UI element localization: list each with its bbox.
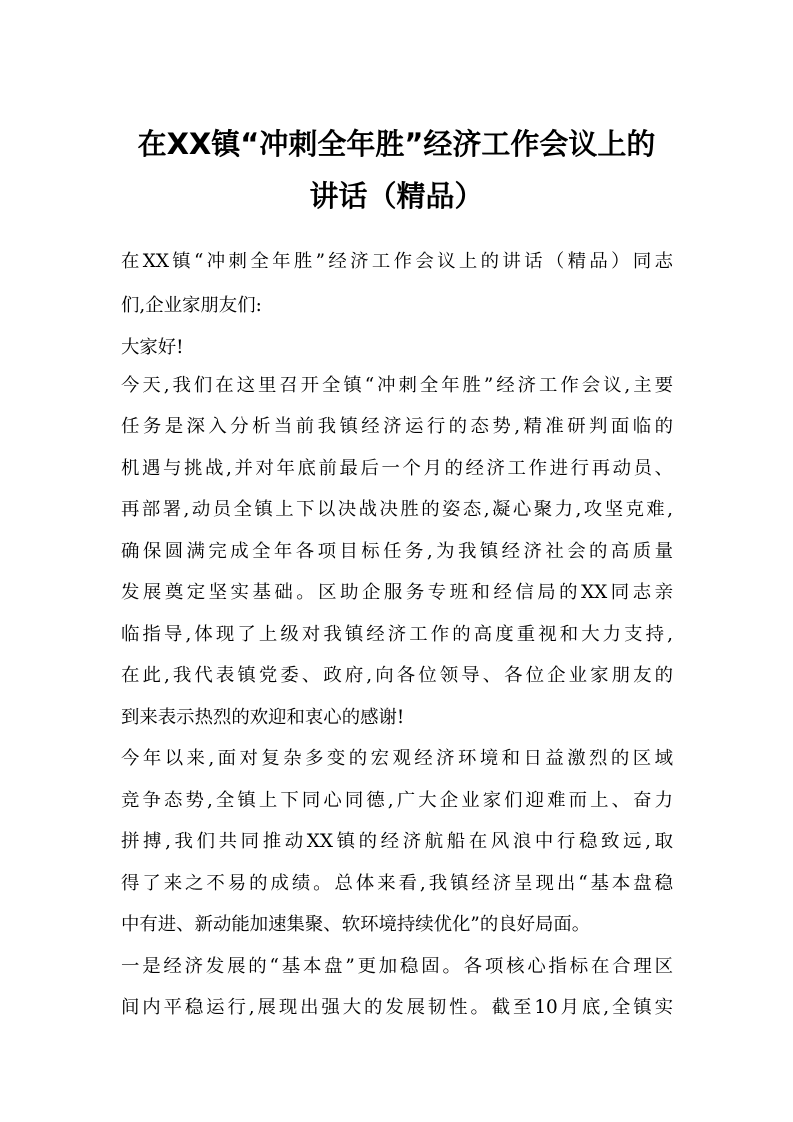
title-line-2: 讲话（精品） bbox=[309, 179, 484, 213]
body-line: 任务是深入分析当前我镇经济运行的态势,精准研判面临的 bbox=[121, 416, 673, 437]
body-line: 再部署,动员全镇上下以决战决胜的姿态,凝心聚力,攻坚克难, bbox=[121, 499, 673, 520]
body-line: 到来表示热烈的欢迎和衷心的感谢! bbox=[121, 707, 405, 728]
body-line: 临指导,体现了上级对我镇经济工作的高度重视和大力支持, bbox=[121, 624, 673, 645]
title-line-1: 在XX镇“冲刺全年胜”经济工作会议上的 bbox=[137, 127, 656, 161]
body-line: 竞争态势,全镇上下同心同德,广大企业家们迎难而上、奋力 bbox=[121, 790, 673, 811]
body-line: 今年以来,面对复杂多变的宏观经济环境和日益激烈的区域 bbox=[121, 748, 673, 769]
body-line: 们,企业家朋友们: bbox=[121, 295, 262, 316]
body-line: 在XX镇“冲刺全年胜”经济工作会议上的讲话（精品）同志 bbox=[121, 251, 673, 272]
body-line: 确保圆满完成全年各项目标任务,为我镇经济社会的高质量 bbox=[121, 541, 673, 562]
body-line: 拼搏,我们共同推动XX镇的经济航船在风浪中行稳致远,取 bbox=[121, 831, 673, 852]
body-line: 中有进、新动能加速集聚、软环境持续优化”的良好局面。 bbox=[121, 914, 591, 935]
body-line: 发展奠定坚实基础。区助企服务专班和经信局的XX同志亲 bbox=[121, 582, 673, 603]
body-line: 一是经济发展的“基本盘”更加稳固。各项核心指标在合理区 bbox=[121, 956, 673, 977]
body-line: 今天,我们在这里召开全镇“冲刺全年胜”经济工作会议,主要 bbox=[121, 375, 673, 396]
body-line: 得了来之不易的成绩。总体来看,我镇经济呈现出“基本盘稳 bbox=[121, 873, 673, 894]
body-line: 在此,我代表镇党委、政府,向各位领导、各位企业家朋友的 bbox=[121, 665, 673, 686]
body-line: 间内平稳运行,展现出强大的发展韧性。截至10月底,全镇实 bbox=[121, 997, 673, 1018]
body-line: 机遇与挑战,并对年底前最后一个月的经济工作进行再动员、 bbox=[121, 458, 673, 479]
body-line: 大家好! bbox=[121, 337, 184, 358]
